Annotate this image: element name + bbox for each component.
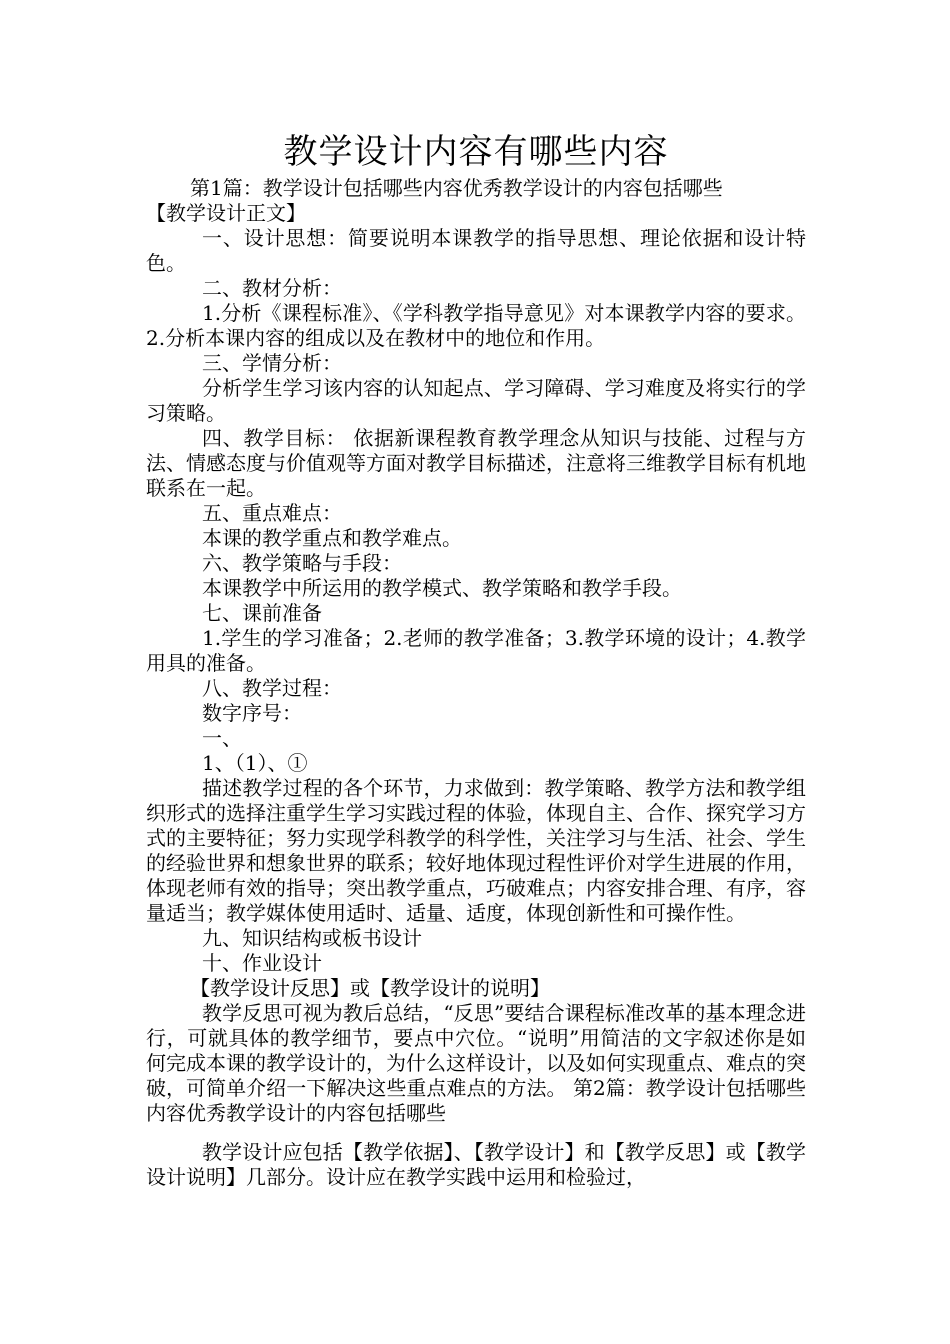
paragraph-teaching-goals: 四、教学目标： 依据新课程教育教学理念从知识与技能、过程与方法、情感态度与价值观等方面对教学目标描述，注意将三维教学目标有机地联系在一起。 (146, 426, 806, 500)
paragraph-structure-heading: 九、知识结构或板书设计 (202, 926, 422, 950)
paragraph-reflection: 教学反思可视为教后总结，“反思”要结合课程标准改革的基本理念进行，可就具体的教学细节，要点中穴位。“说明”用简洁的文字叙述你是如何完成本课的教学设计的，为什么这样设计，以及如何实现重点、难点的突破，可简单介绍一下解决这些重点难点的方法。 第2篇：教学设计包括哪些内容优秀教学设计的内容包括哪些 (146, 1001, 806, 1125)
paragraph-number-label: 数字序号： (202, 701, 302, 725)
paragraph-strategy-heading: 六、教学策略与手段： (202, 551, 402, 575)
paragraph-design-idea: 一、设计思想：简要说明本课教学的指导思想、理论依据和设计特色。 (146, 226, 806, 275)
paragraph-part2-body: 教学设计应包括【教学依据】、【教学设计】和【教学反思】或【教学设计说明】几部分。设计应在教学实践中运用和检验过， (146, 1140, 806, 1189)
paragraph-learner-analysis: 分析学生学习该内容的认知起点、学习障碍、学习难度及将实行的学习策略。 (146, 376, 806, 425)
paragraph-strategy: 本课教学中所运用的教学模式、教学策略和教学手段。 (202, 576, 682, 600)
paragraph-preparation: 1.学生的学习准备；2.老师的教学准备；3.教学环境的设计；4.教学用具的准备。 (146, 626, 806, 675)
document-page (146, 128, 806, 1190)
paragraph-preparation-heading: 七、课前准备 (202, 601, 322, 625)
paragraph-textbook-heading: 二、教材分析： (202, 276, 342, 300)
paragraph-textbook-analysis: 1.分析《课程标准》、《学科教学指导意见》对本课教学内容的要求。 2.分析本课内容的组成以及在教材中的地位和作用。 (146, 301, 806, 350)
paragraph-number-level1: 一、 (202, 726, 242, 750)
paragraph-keypoints-heading: 五、重点难点： (202, 501, 342, 525)
paragraph-number-levels: 1、（1）、① (202, 751, 308, 775)
document-title: 教学设计内容有哪些内容 (283, 132, 669, 172)
paragraph-keypoints: 本课的教学重点和教学难点。 (202, 526, 462, 550)
paragraph-process-heading: 八、教学过程： (202, 676, 342, 700)
paragraph-section-label: 【教学设计正文】 (146, 201, 306, 225)
paragraph-learner-heading: 三、学情分析： (202, 351, 342, 375)
paragraph-part1-heading: 第1篇：教学设计包括哪些内容优秀教学设计的内容包括哪些 (190, 176, 723, 200)
paragraph-process-description: 描述教学过程的各个环节，力求做到：教学策略、教学方法和教学组织形式的选择注重学生学习实践过程的体验，体现自主、合作、探究学习方式的主要特征；努力实现学科教学的科学性，关注学习与生活、社会、学生的经验世界和想象世界的联系；较好地体现过程性评价对学生进展的作用，体现老师有效的指导；突出教学重点，巧破难点；内容安排合理、有序，容量适当；教学媒体使用适时、适量、适度，体现创新性和可操作性。 (146, 776, 806, 925)
paragraph-reflection-heading: 【教学设计反思】或【教学设计的说明】 (190, 976, 550, 1000)
paragraph-homework-heading: 十、作业设计 (202, 951, 322, 975)
